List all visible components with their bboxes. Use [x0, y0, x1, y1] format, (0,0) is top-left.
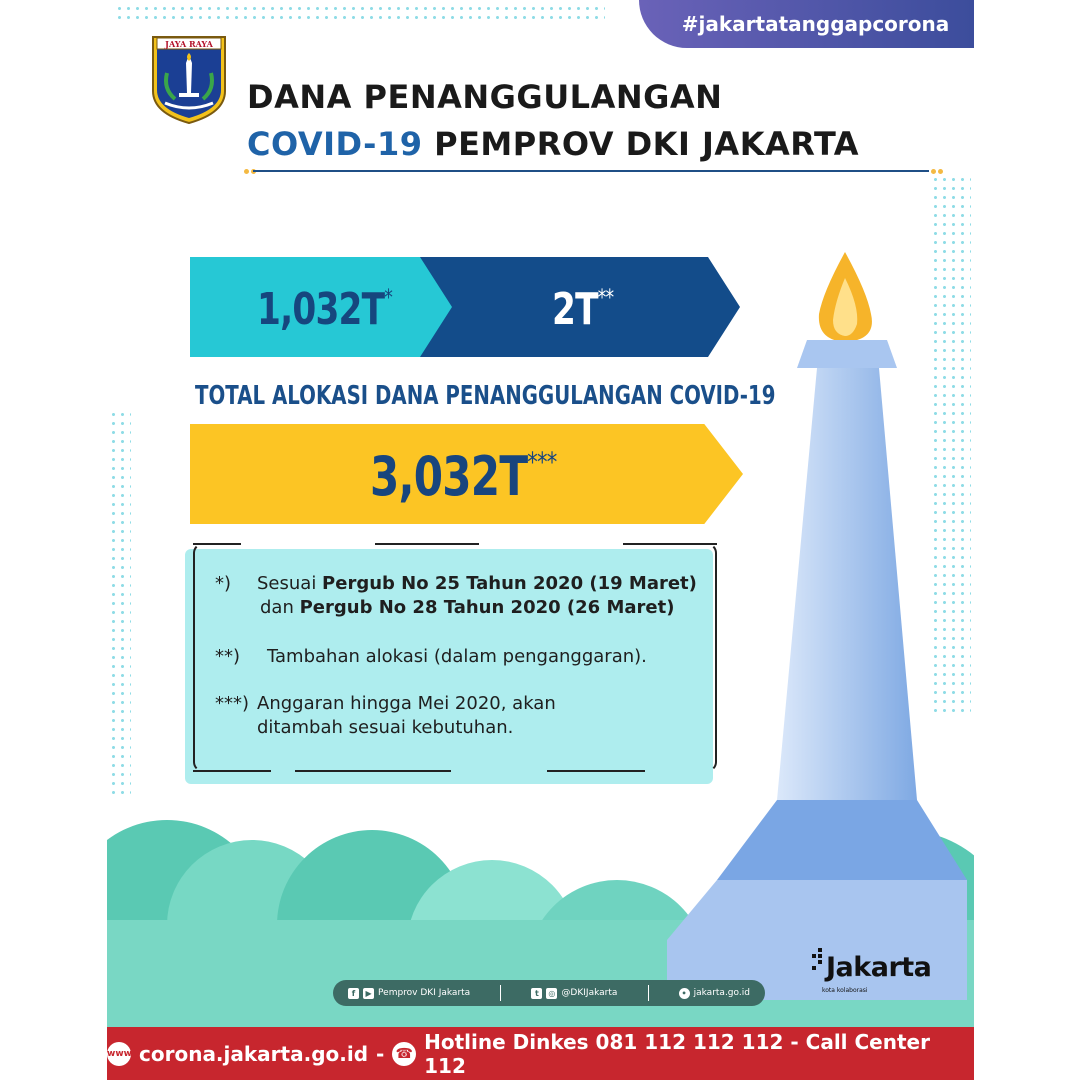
decorative-dots-left — [109, 410, 131, 800]
social-separator — [648, 985, 649, 1001]
title-rule-dot-right — [931, 169, 936, 174]
title-rule-dot-left — [244, 169, 249, 174]
infographic-card — [107, 0, 974, 1080]
hashtag-badge: #jakartatanggapcorona — [639, 0, 974, 48]
dki-jakarta-crest-icon — [149, 33, 229, 125]
notes-frame-segment — [295, 770, 451, 772]
title-accent: COVID-19 — [247, 125, 423, 163]
social-twitter-instagram[interactable] — [531, 988, 617, 999]
total-allocation-value: 3,032T*** — [370, 445, 557, 508]
jakarta-wordmark: Jakarta — [826, 952, 932, 983]
jakarta-tagline: kota kolaborasi — [822, 987, 868, 994]
www-icon: www — [107, 1042, 131, 1066]
decorative-dots-top — [115, 4, 605, 20]
notes-frame-segment — [193, 770, 271, 772]
jakarta-logo-mark-icon — [812, 948, 826, 982]
note-item: **) Tambahan alokasi (dalam penganggaran). — [215, 646, 647, 667]
social-facebook-label: Pemprov DKI Jakarta — [378, 988, 471, 998]
social-twitter-label: @DKIJakarta — [561, 988, 618, 998]
social-media-bar — [333, 980, 765, 1006]
second-allocation-value: 2T** — [552, 284, 614, 335]
social-website[interactable] — [679, 988, 750, 999]
title-rest: PEMPROV DKI JAKARTA — [434, 125, 860, 163]
page-title — [247, 74, 859, 168]
social-facebook-youtube[interactable] — [348, 988, 470, 999]
footer-separator: - — [376, 1041, 385, 1066]
title-rule-dot-right — [938, 169, 943, 174]
total-allocation-label: TOTAL ALOKASI DANA PENANGGULANGAN COVID-19 — [195, 381, 776, 411]
youtube-icon: ▶ — [363, 988, 374, 999]
title-line-2 — [247, 121, 859, 168]
crest-motto: JAYA RAYA — [165, 39, 213, 49]
notes-frame-segment — [547, 770, 645, 772]
twitter-icon: t — [531, 988, 542, 999]
instagram-icon: ◎ — [546, 988, 557, 999]
notes-frame-segment — [193, 543, 241, 545]
note-item: *) Sesuai Pergub No 25 Tahun 2020 (19 Maret) dan Pergub No 28 Tahun 2020 (26 Maret) — [215, 573, 697, 618]
facebook-icon: f — [348, 988, 359, 999]
note-item: ***) Anggaran hingga Mei 2020, akan ditambah sesuai kebutuhan. — [215, 693, 556, 738]
globe-icon: • — [679, 988, 690, 999]
notes-frame-segment — [375, 543, 479, 545]
social-separator — [500, 985, 501, 1001]
phone-icon: ☎ — [392, 1042, 416, 1066]
social-website-label: jakarta.go.id — [693, 988, 750, 998]
notes-frame-segment — [623, 543, 717, 545]
footer-website[interactable]: corona.jakarta.go.id — [139, 1041, 369, 1066]
title-divider — [253, 170, 929, 172]
first-allocation-value: 1,032T* — [257, 284, 393, 335]
title-line-1: DANA PENANGGULANGAN — [247, 78, 723, 116]
footer-bar — [107, 1027, 974, 1080]
footer-hotline[interactable]: Hotline Dinkes 081 112 112 112 - Call Center 112 — [424, 1029, 930, 1078]
jakarta-brand-logo — [812, 944, 942, 1000]
